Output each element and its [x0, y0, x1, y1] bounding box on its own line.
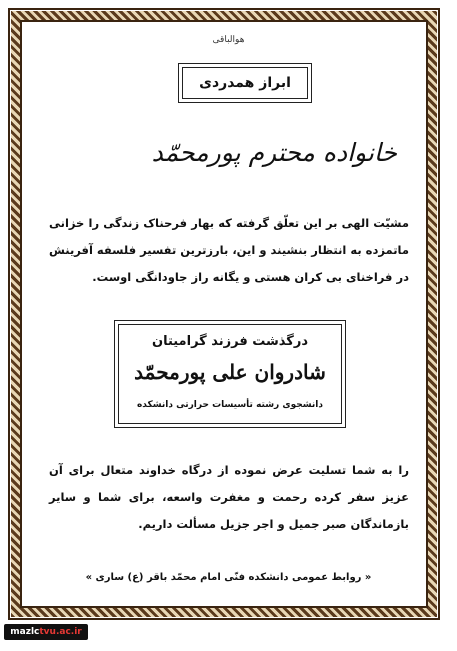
watermark-part-1: mazlc — [10, 627, 40, 637]
deceased-name: شادروان علی پورمحمّد — [134, 360, 326, 384]
announcement-box — [114, 320, 346, 428]
paragraph-intro: مشیّت الهی بر این تعلّق گرفته که بهار فرحناک زندگی را خزانی ماتمزده به انتظار بنشیند و این، بارزترین تفسیر فلسفه آفرینش در فراخنای بی کران هستی و یگانه راز جاودانگی اوست. — [49, 216, 409, 284]
deceased-description: دانشجوی رشته تأسیسات حرارتی دانشکده — [136, 400, 323, 410]
title-box — [178, 63, 312, 103]
signature-line: « روابط عمومی دانشکده فنّی امام محمّد باقر (ع) ساری » — [85, 572, 372, 583]
announcement-heading: درگذشت فرزند گرامیتان — [151, 334, 309, 349]
paragraph-condolence: را به شما تسلیت عرض نموده از درگاه خداوند متعال برای آن عزیز سفر کرده رحمت و مغفرت واسعه، برای شما و سایر بازماندگان صبر جمیل و اجر جزیل مسألت داریم. — [49, 463, 409, 531]
invocation-text: هوالباقی — [212, 35, 245, 45]
site-watermark — [4, 624, 88, 640]
page-title: ابراز همدردی — [182, 67, 308, 99]
addressee-line: خانواده محترم پورمحمّد — [151, 138, 397, 167]
watermark-part-2: tvu.ac.ir — [39, 627, 82, 637]
